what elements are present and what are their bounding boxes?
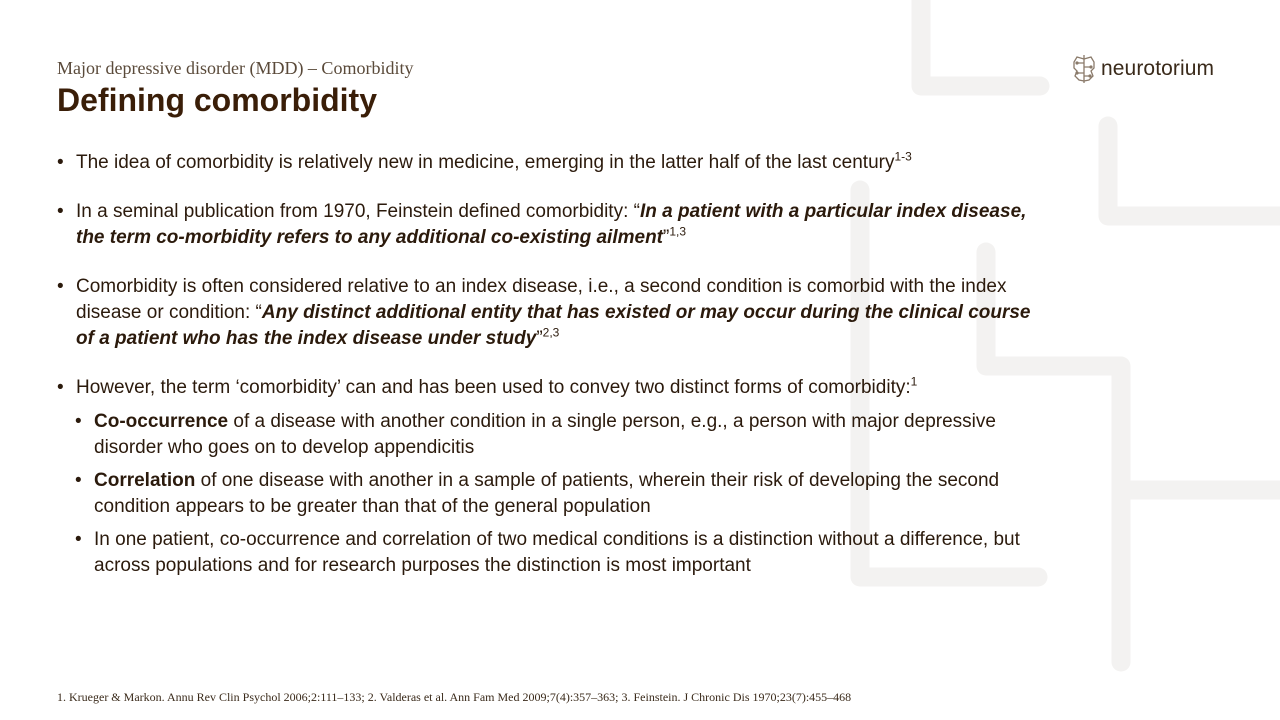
sub-bullet-text: In one patient, co-occurrence and correlation of two medical conditions is a distinction without a difference, but across populations and for research purposes the distinction is most important bbox=[94, 529, 1020, 576]
sub-bullet-item bbox=[75, 468, 1037, 520]
bullet-text: However, the term ‘comorbidity’ can and has been used to convey two distinct forms of comorbidity: bbox=[76, 377, 911, 398]
bullet-list bbox=[57, 150, 1037, 586]
logo-text: neurotorium bbox=[1101, 57, 1215, 80]
sub-bullet-term: Co-occurrence bbox=[94, 411, 229, 432]
quote-text: Any distinct additional entity that has existed or may occur during the clinical course of a patient who has the index disease under study bbox=[76, 302, 1031, 349]
sub-bullet-text: of a disease with another condition in a single person, e.g., a person with major depressive disorder who goes on to develop appendicitis bbox=[94, 411, 996, 458]
bullet-text: The idea of comorbidity is relatively new in medicine, emerging in the latter half of the last century bbox=[76, 152, 895, 173]
citation: 1 bbox=[910, 374, 918, 389]
page-title: Defining comorbidity bbox=[57, 82, 377, 118]
quote-close: ” bbox=[536, 328, 543, 349]
sub-bullet-item bbox=[75, 409, 1037, 461]
quote-close: ” bbox=[663, 227, 670, 248]
neurotorium-logo bbox=[1071, 53, 1214, 85]
bullet-text: Comorbidity is often considered relative to an index disease, i.e., a second condition is comorbid with the index disease or condition: “ bbox=[76, 276, 1007, 323]
bullet-text: In a seminal publication from 1970, Feinstein defined comorbidity: “ bbox=[76, 201, 640, 222]
brain-network-icon bbox=[1071, 53, 1097, 85]
citation: 1,3 bbox=[669, 224, 687, 239]
bullet-item bbox=[57, 199, 1037, 251]
citation: 1-3 bbox=[894, 149, 912, 164]
sub-bullet-term: Correlation bbox=[94, 470, 196, 491]
references: 1. Krueger & Markon. Annu Rev Clin Psychol 2006;2:111–133; 2. Valderas et al. Ann Fam Med 2009;7(4):357–363; 3. Feinstein. J Chronic Dis 1970;23(7):455–468 bbox=[57, 690, 852, 704]
sub-bullet-item bbox=[75, 527, 1037, 579]
bullet-item bbox=[57, 150, 1037, 176]
bullet-item bbox=[57, 375, 1037, 401]
bullet-item bbox=[57, 274, 1037, 352]
sub-bullet-text: of one disease with another in a sample of patients, wherein their risk of developing the second condition appears to be greater than that of the general population bbox=[94, 470, 1000, 517]
section-subtitle: Major depressive disorder (MDD) – Comorbidity bbox=[57, 58, 414, 78]
citation: 2,3 bbox=[542, 325, 560, 340]
quote-text: In a patient with a particular index disease, the term co-morbidity refers to any additional co-existing ailment bbox=[76, 201, 1027, 248]
